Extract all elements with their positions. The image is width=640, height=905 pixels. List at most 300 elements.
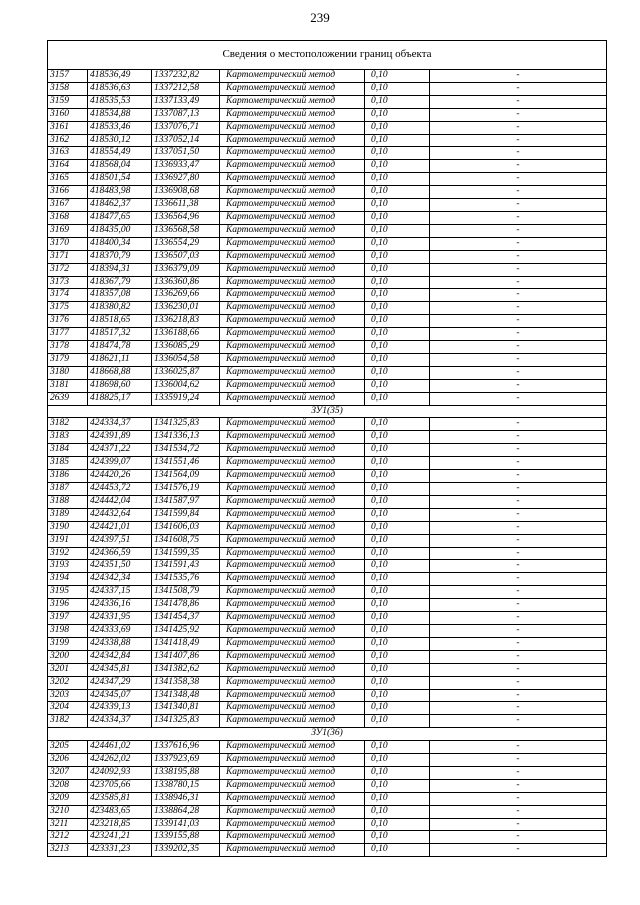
y-coordinate-cell: 1336004,62 xyxy=(152,379,220,392)
table-title: Сведения о местоположении границ объекта xyxy=(48,41,607,70)
note-cell: - xyxy=(430,831,607,844)
error-cell: 0,10 xyxy=(365,624,430,637)
note-cell: - xyxy=(430,637,607,650)
method-cell: Картометрический метод xyxy=(220,315,365,328)
x-coordinate-cell: 418554,49 xyxy=(88,147,152,160)
table-row xyxy=(48,134,607,147)
note-cell: - xyxy=(430,366,607,379)
method-cell: Картометрический метод xyxy=(220,211,365,224)
note-cell: - xyxy=(430,844,607,857)
error-cell: 0,10 xyxy=(365,418,430,431)
x-coordinate-cell: 424338,88 xyxy=(88,637,152,650)
x-coordinate-cell: 423585,81 xyxy=(88,792,152,805)
method-cell: Картометрический метод xyxy=(220,637,365,650)
x-coordinate-cell: 418394,31 xyxy=(88,263,152,276)
point-id-cell: 3165 xyxy=(48,173,88,186)
table-row xyxy=(48,521,607,534)
table-row xyxy=(48,341,607,354)
y-coordinate-cell: 1337052,14 xyxy=(152,134,220,147)
x-coordinate-cell: 418474,78 xyxy=(88,341,152,354)
table-row xyxy=(48,173,607,186)
table-row xyxy=(48,160,607,173)
table-row xyxy=(48,250,607,263)
x-coordinate-cell: 424366,59 xyxy=(88,547,152,560)
y-coordinate-cell: 1336379,09 xyxy=(152,263,220,276)
section-row xyxy=(48,405,607,418)
table-row xyxy=(48,637,607,650)
table-row xyxy=(48,444,607,457)
x-coordinate-cell: 424342,34 xyxy=(88,573,152,586)
note-cell: - xyxy=(430,818,607,831)
y-coordinate-cell: 1336085,29 xyxy=(152,341,220,354)
point-id-cell: 3204 xyxy=(48,702,88,715)
x-coordinate-cell: 418698,60 xyxy=(88,379,152,392)
table-row xyxy=(48,508,607,521)
error-cell: 0,10 xyxy=(365,766,430,779)
point-id-cell: 3191 xyxy=(48,534,88,547)
x-coordinate-cell: 423241,21 xyxy=(88,831,152,844)
table-row xyxy=(48,715,607,728)
error-cell: 0,10 xyxy=(365,186,430,199)
y-coordinate-cell: 1336507,03 xyxy=(152,250,220,263)
error-cell: 0,10 xyxy=(365,121,430,134)
error-cell: 0,10 xyxy=(365,741,430,754)
y-coordinate-cell: 1339202,35 xyxy=(152,844,220,857)
table-row xyxy=(48,147,607,160)
error-cell: 0,10 xyxy=(365,95,430,108)
table-row xyxy=(48,70,607,83)
x-coordinate-cell: 418518,65 xyxy=(88,315,152,328)
point-id-cell: 3198 xyxy=(48,624,88,637)
table-row xyxy=(48,779,607,792)
x-coordinate-cell: 418668,88 xyxy=(88,366,152,379)
x-coordinate-cell: 424351,50 xyxy=(88,560,152,573)
point-id-cell: 3196 xyxy=(48,599,88,612)
x-coordinate-cell: 418483,98 xyxy=(88,186,152,199)
note-cell: - xyxy=(430,741,607,754)
point-id-cell: 3160 xyxy=(48,108,88,121)
y-coordinate-cell: 1337923,69 xyxy=(152,754,220,767)
error-cell: 0,10 xyxy=(365,599,430,612)
method-cell: Картометрический метод xyxy=(220,715,365,728)
method-cell: Картометрический метод xyxy=(220,689,365,702)
table-row xyxy=(48,366,607,379)
note-cell: - xyxy=(430,263,607,276)
error-cell: 0,10 xyxy=(365,379,430,392)
point-id-cell: 3174 xyxy=(48,289,88,302)
point-id-cell: 3158 xyxy=(48,82,88,95)
method-cell: Картометрический метод xyxy=(220,560,365,573)
section-label: ЗУ1(36) xyxy=(48,728,607,741)
x-coordinate-cell: 424333,69 xyxy=(88,624,152,637)
table-row xyxy=(48,650,607,663)
note-cell: - xyxy=(430,224,607,237)
y-coordinate-cell: 1336188,66 xyxy=(152,328,220,341)
x-coordinate-cell: 423218,85 xyxy=(88,818,152,831)
point-id-cell: 3161 xyxy=(48,121,88,134)
error-cell: 0,10 xyxy=(365,276,430,289)
x-coordinate-cell: 423331,23 xyxy=(88,844,152,857)
x-coordinate-cell: 424432,64 xyxy=(88,508,152,521)
point-id-cell: 3194 xyxy=(48,573,88,586)
table-header-row xyxy=(48,41,607,70)
x-coordinate-cell: 418536,49 xyxy=(88,70,152,83)
method-cell: Картометрический метод xyxy=(220,134,365,147)
x-coordinate-cell: 418568,04 xyxy=(88,160,152,173)
y-coordinate-cell: 1338195,88 xyxy=(152,766,220,779)
method-cell: Картометрический метод xyxy=(220,792,365,805)
table-row xyxy=(48,82,607,95)
y-coordinate-cell: 1336908,68 xyxy=(152,186,220,199)
method-cell: Картометрический метод xyxy=(220,95,365,108)
note-cell: - xyxy=(430,483,607,496)
point-id-cell: 3164 xyxy=(48,160,88,173)
table-row xyxy=(48,547,607,560)
error-cell: 0,10 xyxy=(365,818,430,831)
error-cell: 0,10 xyxy=(365,392,430,405)
point-id-cell: 3190 xyxy=(48,521,88,534)
note-cell: - xyxy=(430,95,607,108)
point-id-cell: 3195 xyxy=(48,586,88,599)
note-cell: - xyxy=(430,754,607,767)
x-coordinate-cell: 424420,26 xyxy=(88,470,152,483)
note-cell: - xyxy=(430,121,607,134)
x-coordinate-cell: 424442,04 xyxy=(88,495,152,508)
note-cell: - xyxy=(430,392,607,405)
note-cell: - xyxy=(430,715,607,728)
y-coordinate-cell: 1336933,47 xyxy=(152,160,220,173)
y-coordinate-cell: 1336927,80 xyxy=(152,173,220,186)
method-cell: Картометрический метод xyxy=(220,237,365,250)
point-id-cell: 3208 xyxy=(48,779,88,792)
y-coordinate-cell: 1337212,58 xyxy=(152,82,220,95)
point-id-cell: 3182 xyxy=(48,418,88,431)
error-cell: 0,10 xyxy=(365,586,430,599)
y-coordinate-cell: 1337232,82 xyxy=(152,70,220,83)
y-coordinate-cell: 1341551,46 xyxy=(152,457,220,470)
point-id-cell: 3212 xyxy=(48,831,88,844)
note-cell: - xyxy=(430,108,607,121)
y-coordinate-cell: 1341564,09 xyxy=(152,470,220,483)
point-id-cell: 3186 xyxy=(48,470,88,483)
x-coordinate-cell: 418517,32 xyxy=(88,328,152,341)
point-id-cell: 3179 xyxy=(48,353,88,366)
x-coordinate-cell: 424345,81 xyxy=(88,663,152,676)
y-coordinate-cell: 1341535,76 xyxy=(152,573,220,586)
x-coordinate-cell: 418357,08 xyxy=(88,289,152,302)
method-cell: Картометрический метод xyxy=(220,650,365,663)
method-cell: Картометрический метод xyxy=(220,328,365,341)
note-cell: - xyxy=(430,444,607,457)
method-cell: Картометрический метод xyxy=(220,521,365,534)
note-cell: - xyxy=(430,663,607,676)
error-cell: 0,10 xyxy=(365,470,430,483)
point-id-cell: 3177 xyxy=(48,328,88,341)
table-row xyxy=(48,121,607,134)
error-cell: 0,10 xyxy=(365,341,430,354)
table-row xyxy=(48,483,607,496)
method-cell: Картометрический метод xyxy=(220,573,365,586)
y-coordinate-cell: 1341508,79 xyxy=(152,586,220,599)
method-cell: Картометрический метод xyxy=(220,844,365,857)
point-id-cell: 3181 xyxy=(48,379,88,392)
point-id-cell: 3213 xyxy=(48,844,88,857)
table-row xyxy=(48,586,607,599)
method-cell: Картометрический метод xyxy=(220,418,365,431)
error-cell: 0,10 xyxy=(365,805,430,818)
x-coordinate-cell: 418435,00 xyxy=(88,224,152,237)
x-coordinate-cell: 423483,65 xyxy=(88,805,152,818)
point-id-cell: 3178 xyxy=(48,341,88,354)
y-coordinate-cell: 1338864,28 xyxy=(152,805,220,818)
method-cell: Картометрический метод xyxy=(220,341,365,354)
point-id-cell: 3166 xyxy=(48,186,88,199)
error-cell: 0,10 xyxy=(365,289,430,302)
error-cell: 0,10 xyxy=(365,689,430,702)
table-row xyxy=(48,379,607,392)
y-coordinate-cell: 1336269,66 xyxy=(152,289,220,302)
method-cell: Картометрический метод xyxy=(220,224,365,237)
point-id-cell: 3203 xyxy=(48,689,88,702)
table-row xyxy=(48,457,607,470)
method-cell: Картометрический метод xyxy=(220,431,365,444)
y-coordinate-cell: 1341576,19 xyxy=(152,483,220,496)
y-coordinate-cell: 1341599,35 xyxy=(152,547,220,560)
point-id-cell: 3210 xyxy=(48,805,88,818)
note-cell: - xyxy=(430,289,607,302)
note-cell: - xyxy=(430,82,607,95)
error-cell: 0,10 xyxy=(365,844,430,857)
method-cell: Картометрический метод xyxy=(220,353,365,366)
y-coordinate-cell: 1341358,38 xyxy=(152,676,220,689)
x-coordinate-cell: 418530,12 xyxy=(88,134,152,147)
y-coordinate-cell: 1341348,48 xyxy=(152,689,220,702)
note-cell: - xyxy=(430,612,607,625)
y-coordinate-cell: 1341591,43 xyxy=(152,560,220,573)
x-coordinate-cell: 424371,22 xyxy=(88,444,152,457)
table-row xyxy=(48,612,607,625)
page-number: 239 xyxy=(310,10,330,25)
x-coordinate-cell: 424397,51 xyxy=(88,534,152,547)
method-cell: Картометрический метод xyxy=(220,147,365,160)
table-row xyxy=(48,495,607,508)
y-coordinate-cell: 1336554,29 xyxy=(152,237,220,250)
error-cell: 0,10 xyxy=(365,82,430,95)
point-id-cell: 3176 xyxy=(48,315,88,328)
x-coordinate-cell: 424453,72 xyxy=(88,483,152,496)
error-cell: 0,10 xyxy=(365,715,430,728)
y-coordinate-cell: 1341606,03 xyxy=(152,521,220,534)
point-id-cell: 3209 xyxy=(48,792,88,805)
point-id-cell: 3185 xyxy=(48,457,88,470)
note-cell: - xyxy=(430,341,607,354)
y-coordinate-cell: 1338780,15 xyxy=(152,779,220,792)
y-coordinate-cell: 1341407,86 xyxy=(152,650,220,663)
method-cell: Картометрический метод xyxy=(220,805,365,818)
table-row xyxy=(48,754,607,767)
error-cell: 0,10 xyxy=(365,663,430,676)
method-cell: Картометрический метод xyxy=(220,289,365,302)
point-id-cell: 3202 xyxy=(48,676,88,689)
error-cell: 0,10 xyxy=(365,353,430,366)
y-coordinate-cell: 1341325,83 xyxy=(152,715,220,728)
method-cell: Картометрический метод xyxy=(220,612,365,625)
note-cell: - xyxy=(430,702,607,715)
error-cell: 0,10 xyxy=(365,792,430,805)
error-cell: 0,10 xyxy=(365,754,430,767)
table-row xyxy=(48,573,607,586)
error-cell: 0,10 xyxy=(365,302,430,315)
point-id-cell: 3159 xyxy=(48,95,88,108)
x-coordinate-cell: 418367,79 xyxy=(88,276,152,289)
x-coordinate-cell: 424331,95 xyxy=(88,612,152,625)
method-cell: Картометрический метод xyxy=(220,702,365,715)
method-cell: Картометрический метод xyxy=(220,470,365,483)
note-cell: - xyxy=(430,560,607,573)
error-cell: 0,10 xyxy=(365,676,430,689)
table-row xyxy=(48,353,607,366)
error-cell: 0,10 xyxy=(365,483,430,496)
x-coordinate-cell: 418380,82 xyxy=(88,302,152,315)
y-coordinate-cell: 1341325,83 xyxy=(152,418,220,431)
method-cell: Картометрический метод xyxy=(220,444,365,457)
point-id-cell: 3197 xyxy=(48,612,88,625)
method-cell: Картометрический метод xyxy=(220,263,365,276)
error-cell: 0,10 xyxy=(365,508,430,521)
table-row xyxy=(48,599,607,612)
y-coordinate-cell: 1341425,92 xyxy=(152,624,220,637)
method-cell: Картометрический метод xyxy=(220,676,365,689)
y-coordinate-cell: 1336054,58 xyxy=(152,353,220,366)
error-cell: 0,10 xyxy=(365,108,430,121)
table-row xyxy=(48,431,607,444)
error-cell: 0,10 xyxy=(365,534,430,547)
note-cell: - xyxy=(430,147,607,160)
table-row xyxy=(48,560,607,573)
y-coordinate-cell: 1341340,81 xyxy=(152,702,220,715)
note-cell: - xyxy=(430,521,607,534)
method-cell: Картометрический метод xyxy=(220,70,365,83)
point-id-cell: 3189 xyxy=(48,508,88,521)
method-cell: Картометрический метод xyxy=(220,586,365,599)
error-cell: 0,10 xyxy=(365,328,430,341)
x-coordinate-cell: 424391,89 xyxy=(88,431,152,444)
y-coordinate-cell: 1341336,13 xyxy=(152,431,220,444)
method-cell: Картометрический метод xyxy=(220,766,365,779)
method-cell: Картометрический метод xyxy=(220,534,365,547)
method-cell: Картометрический метод xyxy=(220,276,365,289)
method-cell: Картометрический метод xyxy=(220,547,365,560)
method-cell: Картометрический метод xyxy=(220,508,365,521)
note-cell: - xyxy=(430,237,607,250)
table-row xyxy=(48,237,607,250)
method-cell: Картометрический метод xyxy=(220,779,365,792)
y-coordinate-cell: 1341534,72 xyxy=(152,444,220,457)
error-cell: 0,10 xyxy=(365,779,430,792)
point-id-cell: 3172 xyxy=(48,263,88,276)
method-cell: Картометрический метод xyxy=(220,663,365,676)
point-id-cell: 3169 xyxy=(48,224,88,237)
y-coordinate-cell: 1341418,49 xyxy=(152,637,220,650)
method-cell: Картометрический метод xyxy=(220,818,365,831)
method-cell: Картометрический метод xyxy=(220,250,365,263)
x-coordinate-cell: 418825,17 xyxy=(88,392,152,405)
table-row xyxy=(48,315,607,328)
error-cell: 0,10 xyxy=(365,495,430,508)
error-cell: 0,10 xyxy=(365,315,430,328)
x-coordinate-cell: 424399,07 xyxy=(88,457,152,470)
note-cell: - xyxy=(430,573,607,586)
x-coordinate-cell: 424339,13 xyxy=(88,702,152,715)
table-row xyxy=(48,276,607,289)
method-cell: Картометрический метод xyxy=(220,831,365,844)
note-cell: - xyxy=(430,805,607,818)
note-cell: - xyxy=(430,134,607,147)
x-coordinate-cell: 424336,16 xyxy=(88,599,152,612)
point-id-cell: 3205 xyxy=(48,741,88,754)
y-coordinate-cell: 1336230,01 xyxy=(152,302,220,315)
note-cell: - xyxy=(430,495,607,508)
table-row xyxy=(48,263,607,276)
point-id-cell: 3187 xyxy=(48,483,88,496)
error-cell: 0,10 xyxy=(365,702,430,715)
point-id-cell: 3188 xyxy=(48,495,88,508)
y-coordinate-cell: 1336611,38 xyxy=(152,199,220,212)
table-row xyxy=(48,392,607,405)
point-id-cell: 3175 xyxy=(48,302,88,315)
table-row xyxy=(48,766,607,779)
point-id-cell: 3207 xyxy=(48,766,88,779)
method-cell: Картометрический метод xyxy=(220,173,365,186)
method-cell: Картометрический метод xyxy=(220,186,365,199)
x-coordinate-cell: 424461,02 xyxy=(88,741,152,754)
point-id-cell: 3168 xyxy=(48,211,88,224)
error-cell: 0,10 xyxy=(365,224,430,237)
note-cell: - xyxy=(430,547,607,560)
note-cell: - xyxy=(430,302,607,315)
x-coordinate-cell: 423705,66 xyxy=(88,779,152,792)
y-coordinate-cell: 1341599,84 xyxy=(152,508,220,521)
note-cell: - xyxy=(430,508,607,521)
method-cell: Картометрический метод xyxy=(220,754,365,767)
error-cell: 0,10 xyxy=(365,573,430,586)
y-coordinate-cell: 1335919,24 xyxy=(152,392,220,405)
point-id-cell: 3171 xyxy=(48,250,88,263)
x-coordinate-cell: 418536,63 xyxy=(88,82,152,95)
note-cell: - xyxy=(430,160,607,173)
note-cell: - xyxy=(430,315,607,328)
x-coordinate-cell: 418534,88 xyxy=(88,108,152,121)
error-cell: 0,10 xyxy=(365,612,430,625)
x-coordinate-cell: 424334,37 xyxy=(88,715,152,728)
y-coordinate-cell: 1338946,31 xyxy=(152,792,220,805)
method-cell: Картометрический метод xyxy=(220,483,365,496)
point-id-cell: 3206 xyxy=(48,754,88,767)
y-coordinate-cell: 1341478,86 xyxy=(152,599,220,612)
y-coordinate-cell: 1339155,88 xyxy=(152,831,220,844)
y-coordinate-cell: 1337133,49 xyxy=(152,95,220,108)
method-cell: Картометрический метод xyxy=(220,302,365,315)
note-cell: - xyxy=(430,792,607,805)
section-label: ЗУ1(35) xyxy=(48,405,607,418)
note-cell: - xyxy=(430,418,607,431)
method-cell: Картометрический метод xyxy=(220,495,365,508)
point-id-cell: 2639 xyxy=(48,392,88,405)
point-id-cell: 3163 xyxy=(48,147,88,160)
table-row xyxy=(48,186,607,199)
table-row xyxy=(48,95,607,108)
y-coordinate-cell: 1336218,83 xyxy=(152,315,220,328)
